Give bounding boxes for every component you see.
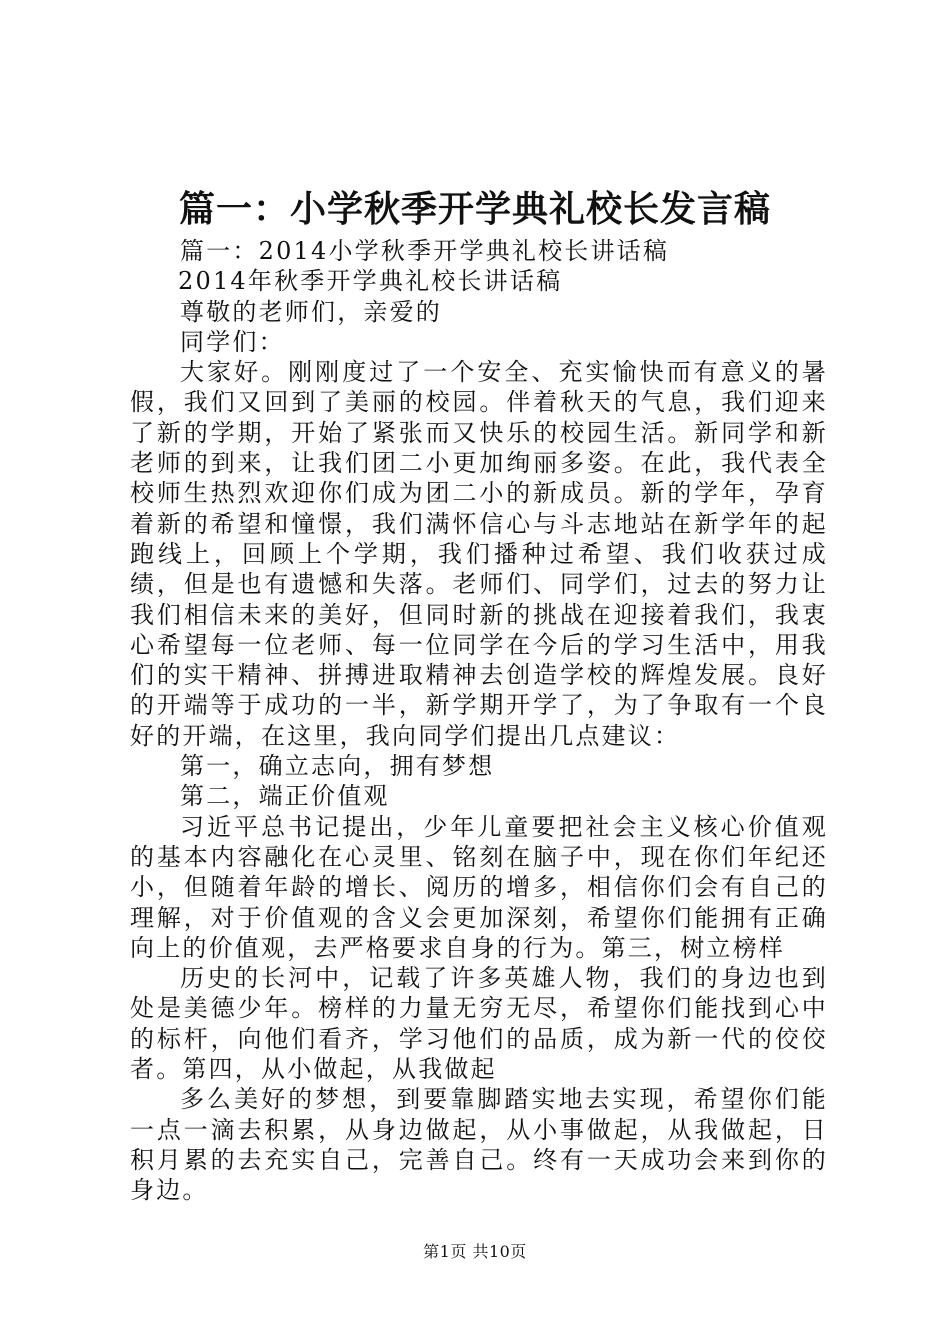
- body-paragraph: 多么美好的梦想，到要靠脚踏实地去实现，希望你们能一点一滴去积累，从身边做起，从小事做起，从我做起，日积月累的去充实自己，完善自己。终有一天成功会来到你的身边。: [130, 1085, 828, 1205]
- heading-point-one: 第一，确立志向，拥有梦想: [180, 752, 495, 781]
- page-number: 第1页 共10页: [423, 1242, 527, 1261]
- salutation-line: 尊敬的老师们，亲爱的: [180, 297, 442, 326]
- body-paragraph: 习近平总书记提出，少年儿童要把社会主义核心价值观的基本内容融化在心灵里、铭刻在脑子中，现在你们年纪还小，但随着年龄的增长、阅历的增多，相信你们会有自己的理解，对于价值观的含义会更加深刻，希望你们能拥有正确向上的价值观，去严格要求自身的行为。第三，树立榜样: [130, 812, 828, 962]
- document-title: 篇一：小学秋季开学典礼校长发言稿: [178, 188, 771, 230]
- body-paragraph: 大家好。刚刚度过了一个安全、充实愉快而有意义的暑假，我们又回到了美丽的校园。伴着秋天的气息，我们迎来了新的学期，开始了紧张而又快乐的校园生活。新同学和新老师的到来，让我们团二小更加绚丽多姿。在此，我代表全校师生热烈欢迎你们成为团二小的新成员。新的学年，孕育着新的希望和憧憬，我们满怀信心与斗志地站在新学年的起跑线上，回顾上个学期，我们播种过希望、我们收获过成绩，但是也有遗憾和失落。老师们、同学们，过去的努力让我们相信未来的美好，但同时新的挑战在迎接着我们，我衷心希望每一位老师、每一位同学在今后的学习生活中，用我们的实干精神、拼搏进取精神去创造学校的辉煌发展。良好的开端等于成功的一半，新学期开学了，为了争取有一个良好的开端，在这里，我向同学们提出几点建议：: [130, 358, 828, 750]
- salutation-line: 同学们：: [180, 327, 285, 356]
- document-body: [130, 236, 828, 1206]
- heading-point-two: 第二，端正价值观: [180, 782, 390, 811]
- body-paragraph: 历史的长河中，记载了许多英雄人物，我们的身边也到处是美德少年。榜样的力量无穷无尽，希望你们能找到心中的标杆，向他们看齐，学习他们的品质，成为新一代的佼佼者。第四，从小做起，从我做起: [130, 964, 828, 1084]
- subtitle-line: 2014年秋季开学典礼校长讲话稿: [178, 267, 563, 296]
- subtitle-line: 篇一：2014小学秋季开学典礼校长讲话稿: [180, 237, 670, 265]
